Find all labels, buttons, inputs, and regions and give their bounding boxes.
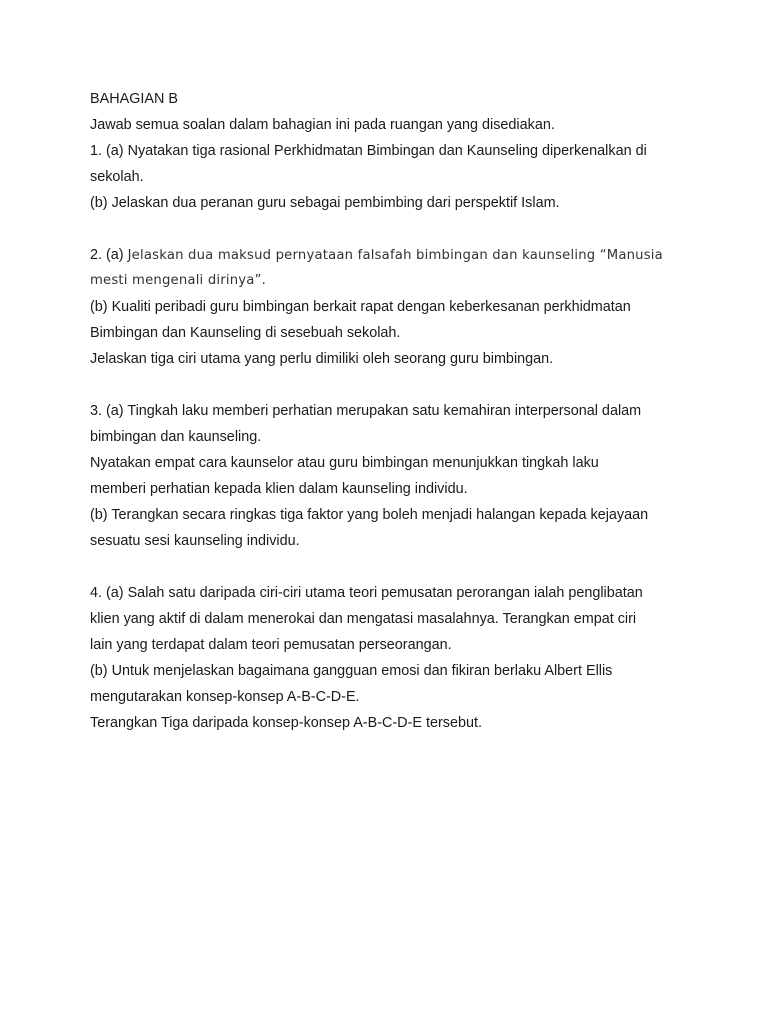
question-1 (90, 138, 690, 216)
document-body (90, 86, 690, 736)
question-4-line-5: mengutarakan konsep-konsep A-B-C-D-E. (90, 689, 360, 705)
question-2-line-4: Bimbingan dan Kaunseling di sesebuah sekolah. (90, 325, 401, 341)
spacer (90, 372, 690, 398)
question-4 (90, 580, 690, 736)
spacer (90, 554, 690, 580)
question-3-line-4: memberi perhatian kepada klien dalam kaunseling individu. (90, 481, 468, 497)
question-2-line-1 (90, 242, 690, 268)
question-2 (90, 242, 690, 372)
question-1-line-3: (b) Jelaskan dua peranan guru sebagai pembimbing dari perspektif Islam. (90, 195, 560, 211)
question-2-line-3: (b) Kualiti peribadi guru bimbingan berkait rapat dengan keberkesanan perkhidmatan (90, 299, 631, 315)
question-4-line-6: Terangkan Tiga daripada konsep-konsep A-B-C-D-E tersebut. (90, 715, 482, 731)
question-4-line-2: klien yang aktif di dalam menerokai dan mengatasi masalahnya. Terangkan empat ciri (90, 611, 637, 627)
question-2-prefix: 2. (a) (90, 247, 128, 263)
question-3-line-6: sesuatu sesi kaunseling individu. (90, 533, 300, 549)
section-heading: BAHAGIAN B (90, 91, 178, 107)
question-3-line-2: bimbingan dan kaunseling. (90, 429, 262, 445)
question-3-line-5: (b) Terangkan secara ringkas tiga faktor yang boleh menjadi halangan kepada kejayaan (90, 507, 649, 523)
question-3 (90, 398, 690, 554)
question-2-line-2: mesti mengenali dirinya”. (90, 273, 267, 288)
instruction-text: Jawab semua soalan dalam bahagian ini pada ruangan yang disediakan. (90, 117, 555, 133)
question-2-line-1-text: Jelaskan dua maksud pernyataan falsafah bimbingan dan kaunseling “Manusia (127, 248, 663, 263)
question-1-line-2: sekolah. (90, 169, 144, 185)
question-4-line-3: lain yang terdapat dalam teori pemusatan perseorangan. (90, 637, 452, 653)
question-4-line-4: (b) Untuk menjelaskan bagaimana gangguan emosi dan fikiran berlaku Albert Ellis (90, 663, 613, 679)
question-3-line-3: Nyatakan empat cara kaunselor atau guru bimbingan menunjukkan tingkah laku (90, 455, 599, 471)
question-1-line-1: 1. (a) Nyatakan tiga rasional Perkhidmatan Bimbingan dan Kaunseling diperkenalkan di (90, 143, 647, 159)
spacer (90, 216, 690, 242)
question-3-line-1: 3. (a) Tingkah laku memberi perhatian merupakan satu kemahiran interpersonal dalam (90, 403, 642, 419)
question-2-line-5: Jelaskan tiga ciri utama yang perlu dimiliki oleh seorang guru bimbingan. (90, 351, 554, 367)
question-4-line-1: 4. (a) Salah satu daripada ciri-ciri utama teori pemusatan perorangan ialah penglibatan (90, 585, 643, 601)
